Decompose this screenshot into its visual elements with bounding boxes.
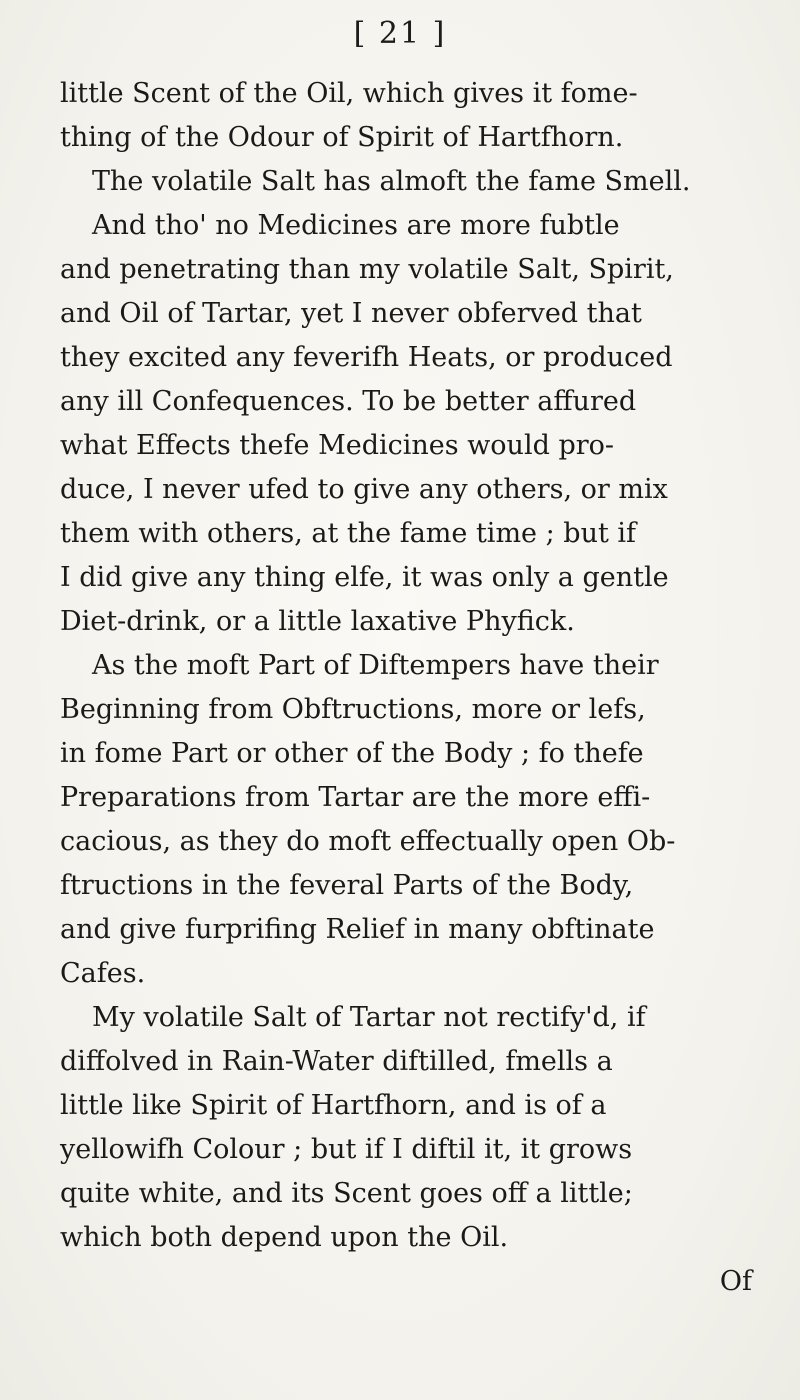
text-line: As the moft Part of Diftempers have their	[92, 650, 659, 681]
catchword: Of	[719, 1266, 752, 1297]
text-line: My volatile Salt of Tartar not rectify'd, if	[92, 1002, 646, 1033]
text-line: I did give any thing elfe, it was only a gentle	[60, 562, 669, 593]
text-line: and give furprifing Relief in many obftinate	[60, 914, 655, 945]
text-line: ftructions in the feveral Parts of the Body,	[60, 870, 634, 901]
page-body	[60, 72, 780, 1304]
text-line: Diet-drink, or a little laxative Phyfick.	[60, 606, 575, 637]
text-line: any ill Confequences. To be better affured	[60, 386, 637, 417]
text-line: them with others, at the fame time ; but if	[60, 518, 637, 549]
text-line: The volatile Salt has almoft the fame Smell.	[92, 166, 691, 197]
text-line: they excited any feverifh Heats, or produced	[60, 342, 673, 373]
text-line: which both depend upon the Oil.	[60, 1222, 509, 1253]
text-line: little Scent of the Oil, which gives it fome-	[60, 78, 638, 109]
page-number: [ 21 ]	[353, 16, 447, 51]
text-line: yellowifh Colour ; but if I diftil it, it grows	[60, 1134, 633, 1165]
text-line: cacious, as they do moft effectually open Ob-	[60, 826, 676, 857]
text-line: and penetrating than my volatile Salt, Spirit,	[60, 254, 674, 285]
text-line: quite white, and its Scent goes off a little;	[60, 1178, 633, 1209]
text-line: Beginning from Obftructions, more or lefs,	[60, 694, 646, 725]
text-line: little like Spirit of Hartfhorn, and is of a	[60, 1090, 607, 1121]
text-line: Preparations from Tartar are the more effi-	[60, 782, 651, 813]
text-line: And tho' no Medicines are more fubtle	[92, 210, 620, 241]
text-line: duce, I never ufed to give any others, or mix	[60, 474, 668, 505]
text-line: what Effects thefe Medicines would pro-	[60, 430, 615, 461]
text-line: and Oil of Tartar, yet I never obferved that	[60, 298, 642, 329]
text-line: Cafes.	[60, 958, 146, 989]
text-line: diffolved in Rain-Water diftilled, fmells a	[60, 1046, 613, 1077]
text-line: thing of the Odour of Spirit of Hartfhorn.	[60, 122, 624, 153]
text-line: in fome Part or other of the Body ; fo thefe	[60, 738, 644, 769]
